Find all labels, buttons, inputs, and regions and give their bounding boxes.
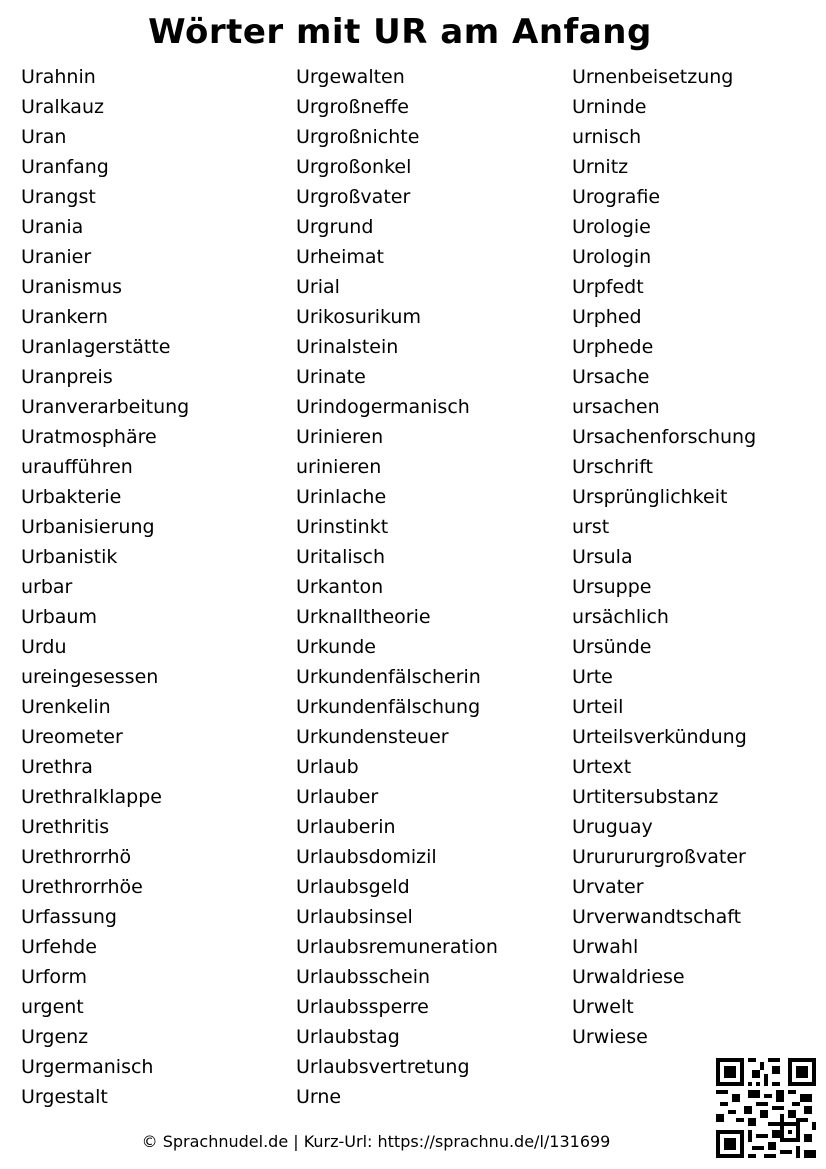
word-list-item: ursachen bbox=[572, 396, 660, 418]
word-list-item: Uranverarbeitung bbox=[21, 396, 190, 418]
word-list-item: Urlaubsdomizil bbox=[296, 846, 437, 868]
word-list-item: Urografie bbox=[572, 186, 661, 208]
word-list-item: Urbakterie bbox=[21, 486, 122, 508]
word-list-item: Urania bbox=[21, 216, 84, 238]
word-list-item: Urbanisierung bbox=[21, 516, 155, 538]
word-list-item: Urphede bbox=[572, 336, 654, 358]
word-list-item: Urfehde bbox=[21, 936, 97, 958]
word-list-item: ursächlich bbox=[572, 606, 669, 628]
word-list-item: Urphed bbox=[572, 306, 642, 328]
word-list-item: Ursuppe bbox=[572, 576, 652, 598]
word-list-item: Urlaubssperre bbox=[296, 996, 429, 1018]
word-list-item: Urindogermanisch bbox=[296, 396, 470, 418]
word-list-item: urgent bbox=[21, 996, 84, 1018]
word-list-item: Urteilsverkündung bbox=[572, 726, 747, 748]
word-list-item: Urteil bbox=[572, 696, 624, 718]
word-list-item: Urkundenfälschung bbox=[296, 696, 481, 718]
word-list-item: Urtext bbox=[572, 756, 632, 778]
word-list-item: Urlaubsschein bbox=[296, 966, 431, 988]
word-list-item: Urgroßneffe bbox=[296, 96, 409, 118]
word-list-item: Uranfang bbox=[21, 156, 109, 178]
word-list-item: Urwaldriese bbox=[572, 966, 685, 988]
word-list-item: Urologie bbox=[572, 216, 651, 238]
word-list-item: Urahnin bbox=[21, 66, 96, 88]
word-list-item: Urethrorrhöe bbox=[21, 876, 143, 898]
word-list-item: Urgroßnichte bbox=[296, 126, 420, 148]
word-list-item: Urne bbox=[296, 1086, 342, 1108]
word-list-item: Urtitersubstanz bbox=[572, 786, 719, 808]
word-list-item: Uranlagerstätte bbox=[21, 336, 171, 358]
word-list-item: Urgrund bbox=[296, 216, 374, 238]
word-list-item: Urwiese bbox=[572, 1026, 648, 1048]
word-list-item: Urinalstein bbox=[296, 336, 399, 358]
word-list-item: Uritalisch bbox=[296, 546, 386, 568]
word-list-item: Urgroßonkel bbox=[296, 156, 412, 178]
word-list-item: Urinieren bbox=[296, 426, 384, 448]
word-list-item: Urlaubstag bbox=[296, 1026, 400, 1048]
word-list-item: Urgermanisch bbox=[21, 1056, 154, 1078]
word-list-item: Uranismus bbox=[21, 276, 123, 298]
word-list-item: Urikosurikum bbox=[296, 306, 421, 328]
word-list-item: Urlaubsgeld bbox=[296, 876, 410, 898]
word-list-item: Urform bbox=[21, 966, 88, 988]
word-list-item: urnisch bbox=[572, 126, 642, 148]
word-list-item: Urlauber bbox=[296, 786, 379, 808]
word-list-item: Urethrorrhö bbox=[21, 846, 132, 868]
word-list-item: Ursache bbox=[572, 366, 650, 388]
word-list-item: Urnitz bbox=[572, 156, 629, 178]
word-list-item: uraufführen bbox=[21, 456, 133, 478]
word-list-item: Ursünde bbox=[572, 636, 652, 658]
word-list-item: Ursachenforschung bbox=[572, 426, 757, 448]
word-list-item: Urkunde bbox=[296, 636, 376, 658]
word-list-item: Urethralklappe bbox=[21, 786, 162, 808]
word-list-item: Urethra bbox=[21, 756, 93, 778]
word-list-item: Uranpreis bbox=[21, 366, 113, 388]
word-list-item: Urwahl bbox=[572, 936, 639, 958]
word-list-item: Urfassung bbox=[21, 906, 117, 928]
word-list-item: Urheimat bbox=[296, 246, 384, 268]
word-list-item: Uran bbox=[21, 126, 67, 148]
word-list-item: Urdu bbox=[21, 636, 67, 658]
word-list-item: Urial bbox=[296, 276, 340, 298]
word-list-item: Ururururgroßvater bbox=[572, 846, 746, 868]
word-list-item: urbar bbox=[21, 576, 73, 598]
page-title: Wörter mit UR am Anfang bbox=[148, 12, 652, 52]
word-list-item: Urbaum bbox=[21, 606, 97, 628]
word-list-item: Urpfedt bbox=[572, 276, 644, 298]
word-list-item: Uranier bbox=[21, 246, 92, 268]
word-list-item: Urwelt bbox=[572, 996, 634, 1018]
qr-code-icon[interactable] bbox=[716, 1058, 816, 1158]
word-list-item: Uralkauz bbox=[21, 96, 104, 118]
word-list-item: Urknalltheorie bbox=[296, 606, 431, 628]
word-list-item: Urenkelin bbox=[21, 696, 111, 718]
word-list-item: Urinate bbox=[296, 366, 366, 388]
word-list-item: Urlaubsremuneration bbox=[296, 936, 498, 958]
word-list-item: Urnenbeisetzung bbox=[572, 66, 734, 88]
word-column-1 bbox=[21, 62, 189, 1112]
word-list-item: urinieren bbox=[296, 456, 382, 478]
word-list-item: Urte bbox=[572, 666, 613, 688]
word-column-3 bbox=[572, 62, 756, 1052]
word-list-item: Ursula bbox=[572, 546, 633, 568]
word-list-item: Ursprünglichkeit bbox=[572, 486, 728, 508]
word-list-item: Urninde bbox=[572, 96, 647, 118]
word-list-item: Urlauberin bbox=[296, 816, 396, 838]
word-list-item: Ureometer bbox=[21, 726, 123, 748]
word-list-item: Urbanistik bbox=[21, 546, 118, 568]
word-list-item: Urankern bbox=[21, 306, 108, 328]
word-list-item: Urgewalten bbox=[296, 66, 405, 88]
word-list-item: Uruguay bbox=[572, 816, 653, 838]
word-list-item: Urgenz bbox=[21, 1026, 89, 1048]
word-list-item: Urverwandtschaft bbox=[572, 906, 742, 928]
footer-credit: © Sprachnudel.de | Kurz-Url: https://sprachnu.de/l/131699 bbox=[141, 1132, 611, 1151]
word-list-item: Urvater bbox=[572, 876, 644, 898]
word-column-2 bbox=[296, 62, 498, 1112]
word-list-item: ureingesessen bbox=[21, 666, 159, 688]
word-list-item: Urlaubsvertretung bbox=[296, 1056, 470, 1078]
word-list-item: Urinlache bbox=[296, 486, 387, 508]
word-list-item: Urgestalt bbox=[21, 1086, 108, 1108]
word-list-item: Urkanton bbox=[296, 576, 384, 598]
word-list-item: Urlaubsinsel bbox=[296, 906, 413, 928]
word-list-item: Urangst bbox=[21, 186, 96, 208]
word-list-item: Urethritis bbox=[21, 816, 110, 838]
word-list-item: Urkundenfälscherin bbox=[296, 666, 481, 688]
word-list-item: Urlaub bbox=[296, 756, 359, 778]
word-list-item: Urkundensteuer bbox=[296, 726, 449, 748]
word-list-item: Urinstinkt bbox=[296, 516, 389, 538]
word-list-item: Urschrift bbox=[572, 456, 654, 478]
word-list-item: urst bbox=[572, 516, 610, 538]
word-list-item: Urgroßvater bbox=[296, 186, 411, 208]
word-list-item: Uratmosphäre bbox=[21, 426, 157, 448]
word-list-item: Urologin bbox=[572, 246, 652, 268]
